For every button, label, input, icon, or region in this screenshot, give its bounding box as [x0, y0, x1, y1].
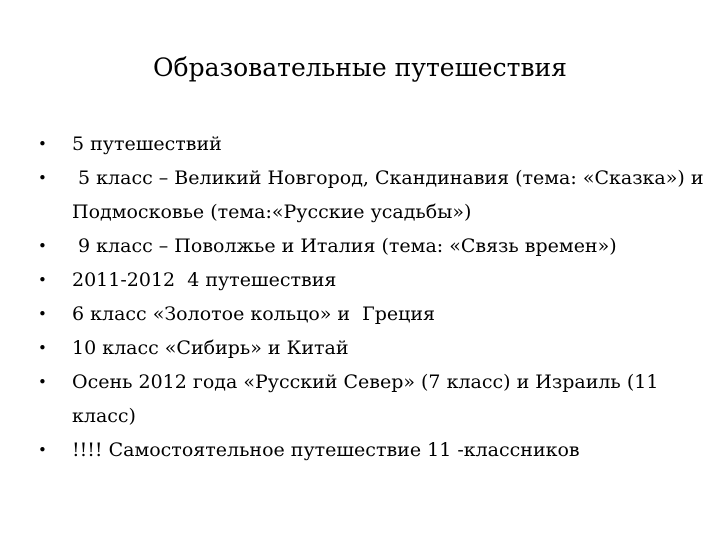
- list-item-text: Осень 2012 года «Русский Север» (7 класс) и Израиль (11 класс): [72, 371, 665, 427]
- slide-title: Образовательные путешествия: [153, 53, 567, 82]
- bullet-list: [38, 127, 708, 467]
- list-item: [38, 263, 708, 297]
- list-item: [38, 331, 708, 365]
- bullet-icon: •: [38, 339, 47, 357]
- list-item-text: !!!! Самостоятельное путешествие 11 -классников: [72, 439, 580, 461]
- list-item: [38, 161, 708, 229]
- list-item: [38, 229, 708, 263]
- list-item: [38, 365, 708, 433]
- list-item-text: 5 класс – Великий Новгород, Скандинавия (тема: «Сказка») и Подмосковье (тема:«Русские усадьбы»): [72, 167, 710, 223]
- list-item: [38, 433, 708, 467]
- list-item-text: 6 класс «Золотое кольцо» и Греция: [72, 303, 436, 325]
- list-item-text: 5 путешествий: [72, 133, 222, 155]
- bullet-icon: •: [38, 373, 47, 391]
- bullet-icon: •: [38, 135, 47, 153]
- bullet-icon: •: [38, 305, 47, 323]
- bullet-icon: •: [38, 441, 47, 459]
- list-item-text: 2011-2012 4 путешествия: [72, 269, 337, 291]
- list-item: [38, 127, 708, 161]
- list-item-text: 9 класс – Поволжье и Италия (тема: «Связь времен»): [72, 235, 617, 257]
- bullet-icon: •: [38, 271, 47, 289]
- list-item: [38, 297, 708, 331]
- bullet-icon: •: [38, 237, 47, 255]
- bullet-icon: •: [38, 169, 47, 187]
- list-item-text: 10 класс «Сибирь» и Китай: [72, 337, 349, 359]
